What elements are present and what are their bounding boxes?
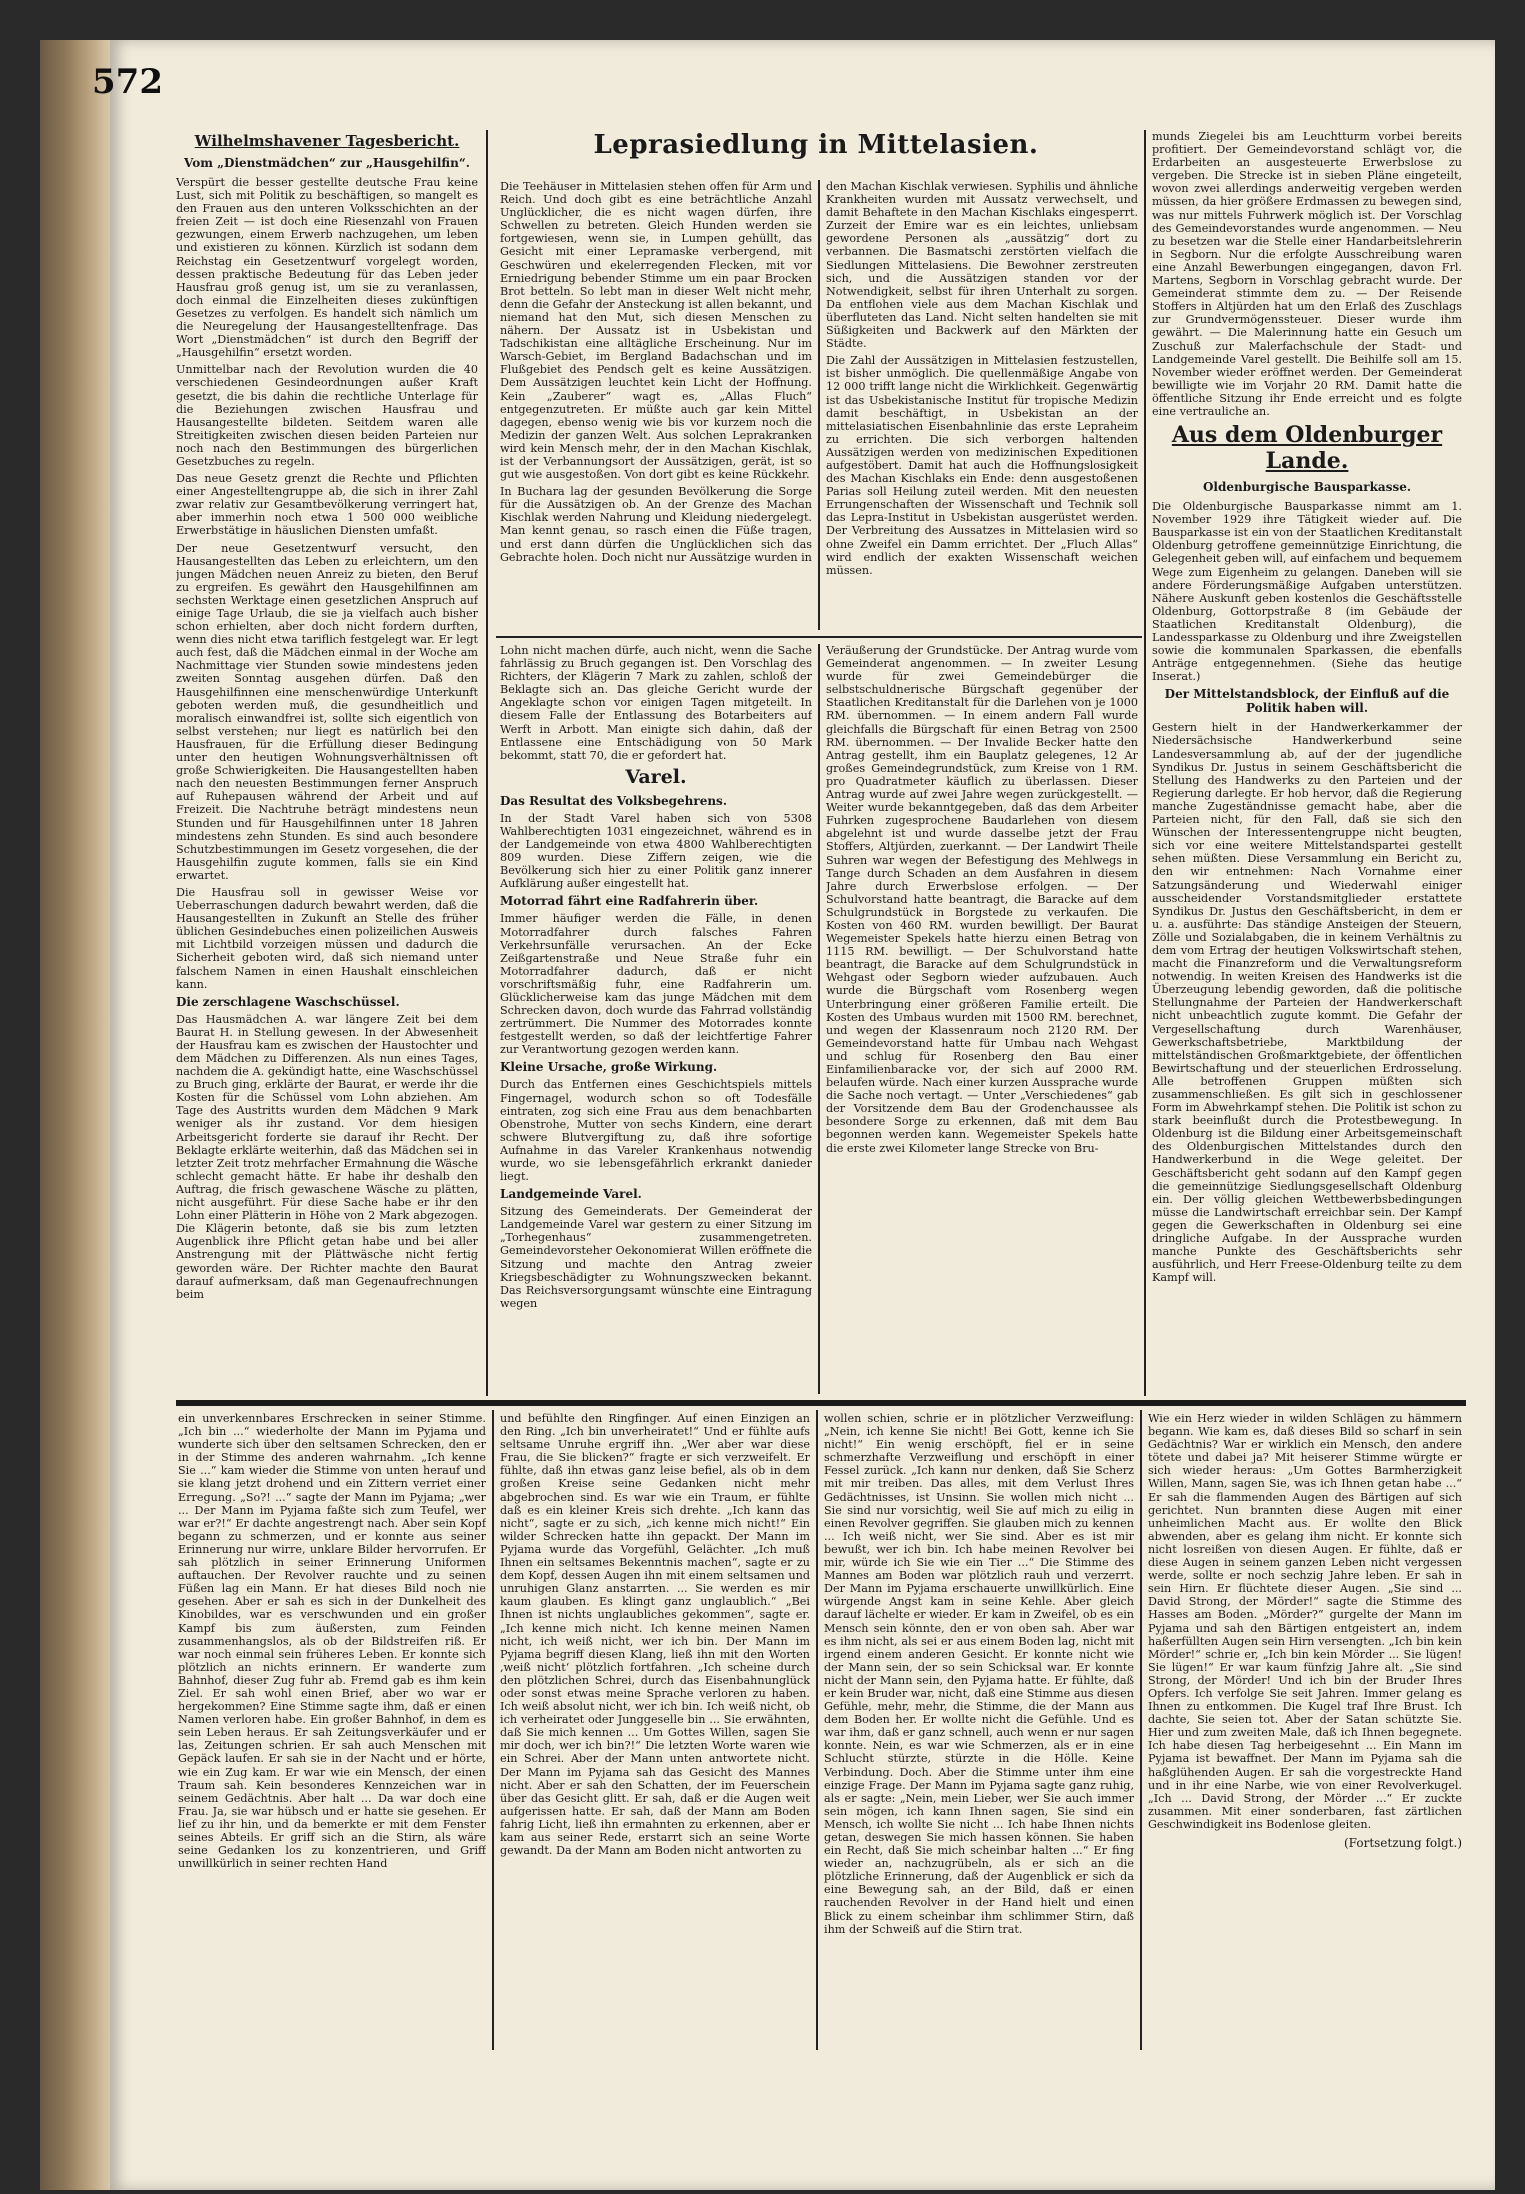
- oldenburg-subtitle: Oldenburgische Bausparkasse.: [1202, 480, 1412, 495]
- oldenburg-title: Aus dem Oldenburger Lande.: [1171, 422, 1443, 475]
- paragraph: Das neue Gesetz grenzt die Rechte und Pflichten einer Angestelltengruppe ab, die sich in ihrer Zahl zwar relativ zur Gesamtbevölkerung verringert hat, aber immerhin noch etwa 1 500 000 weibliche Erwerbstätige in häuslichen Diensten umfaßt.: [176, 472, 478, 538]
- paragraph: Gestern hielt in der Handwerkerkammer der Niedersächsische Handwerkerbund seine Landesversammlung ab, auf der der jugendliche Syndikus Dr. Justus in seinem Geschäftsbericht die Stellung des Handwerks zu den Parteien und der Regierung darlegte. Er hob hervor, daß die Regierung manche Zugeständnisse gemacht habe, aber die Parteien nicht, für den Fall, daß sie sich den Wünschen der Interessentengruppe nicht beugten, sich vor eine weitere Mittelstandspartei gestellt sehen müßten. Diese Versammlung ein Bericht zu, den wir entnehmen: Nach Vornahme einer Satzungsänderung und Wiederwahl einiger ausscheidender Vorstandsmitglieder erstattete Syndikus Dr. Justus den Geschäftsbericht, in dem er u. a. ausführte: Das ständige Ansteigen der Steuern, Zölle und Sozialabgaben, die in keinem Verhältnis zu dem vom Ertrag der heutigen Volkswirtschaft stehen, macht die Finanzreform und die Verwaltungsreform notwendig. In weiten Kreisen des Handwerks ist die Überzeugung lebendig geworden, daß die politische Stellungnahme der Parteien der Handwerkerschaft nicht unbeachtlich zugute kommt. Die Gefahr der Vergesellschaftung durch Warenhäuser, Gewerkschaftsbetriebe, Marktbildung der mittelständischen Großmarktgebiete, der öffentlichen Bewirtschaftung und der steuerlichen Erdrosselung. Alle betroffenen Gruppen müßten sich zusammenschließen. Es gilt sich in geschlossener Form im Abwehrkampf stehen. Die Politik ist schon zu stark beeinflußt durch die Protestbewegung. In Oldenburg ist die Bildung einer Arbeitsgemeinschaft des Oldenburgischen Mittelstandes durch den Handwerkerbund in die Wege geleitet. Der Geschäftsbericht geht sodann auf den Kampf gegen die gemeinnützige Siedlungsgesellschaft Oldenburg ein. Der völlig gleichen Wettbewerbsbedingungen müsse die Landwirtschaft erreichbar sein. Der Kampf gegen die Gewerkschaften in Oldenburg sei eine dringliche Aufgabe. In der Aussprache wurden manche Punkte des Geschäftsberichts sehr ausführlich, und Herr Freese-Oldenburg teilte zu dem Kampf will.: [1152, 721, 1462, 1285]
- paragraph: ein unverkennbares Erschrecken in seiner Stimme. „Ich bin ...“ wiederholte der Mann im Pyjama und wunderte sich über den seltsamen Schrecken, den er in der Stimme des anderen wahrnahm. „Ich kenne Sie ...“ kam wieder die Stimme von unten herauf und sie klang jetzt drohend und ein Zittern verriet einer Erregung. „So?! ...“ sagte der Mann im Pyjama; „wer ... Der Mann im Pyjama faßte sich zum Teufel, wer war er?!“ Er dachte angestrengt nach. Aber sein Kopf begann zu schmerzen, und er konnte aus seiner Erinnerung nur wirre, unklare Bilder hervorrufen. Er sah plötzlich in seiner Erinnerung Uniformen auftauchen. Der Revolver rauchte und zu seinen Füßen lag ein Mann. Er hat dieses Bild noch nie gesehen. Aber er sah es sich in der Dunkelheit des Kinobildes, war es verschwunden und ein großer Kampf bis zum äußersten, zum Feinden zusammenhangslos, als ob der Bildstreifen riß. Er war noch einmal sein früheres Leben. Er konnte sich plötzlich an nichts erinnern. Er wanderte zum Bahnhof, dieser Zug fuhr ab. Fremd gab es ihm kein Ziel. Er sah wohl einen Brief, aber wo war er hergekommen? Eine Stimme sagte ihm, daß er einen Namen verloren habe. Ein großer Bahnhof, in dem es sein Leben heraus. Er sah Zeitungsverkäufer und er las, Zeitungen schrien. Er sah auch Menschen mit Gepäck laufen. Er sah sie in der Nacht und er hörte, wie ein Zug kam. Er war wie ein Mensch, der einen Traum sah. Kein besonderes Kennzeichen war in seinem Gedächtnis. Aber halt ... Da war doch eine Frau. Ja, sie war hübsch und er hatte sie gesehen. Er lief zu ihr hin, und da bemerkte er mit dem Fenster seines Abteils. Er griff sich an die Stirn, als wäre seine Gedanken los zu konzentrieren, und Griff unwillkürlich in seiner rechten Hand: [178, 1412, 486, 1871]
- paragraph: Die Zahl der Aussätzigen in Mittelasien festzustellen, ist bisher unmöglich. Die quellenmäßige Angabe von 12 000 trifft lange nicht die Wirklichkeit. Gegenwärtig ist das Usbekistanische Institut für tropische Medizin damit beschäftigt, in Usbekistan an der mittelasiatischen Eisenbahnlinie das erste Lepraheim zu errichten. Die sich verborgen haltenden Aussätzigen werden von medizinischen Expeditionen aufgestöbert. Damit hat auch die Hoffnungslosigkeit des Machan Kischlaks ein Ende: denn ausgestoßenen Parias soll Heilung zuteil werden. Mit den neuesten Errungenschaften der Wissenschaft und Technik soll das Lepra-Institut in Usbekistan ausgerüstet werden. Der Verbreitung des Aussatzes in Mittelasien wird so ohne Zweifel ein Damm errichtet. Der „Fluch Allas“ wird endlich der exakten Wissenschaft weichen müssen.: [826, 354, 1138, 577]
- column-varel-continued: [826, 644, 1138, 1394]
- varel-item-title: Kleine Ursache, große Wirkung.: [500, 1060, 718, 1075]
- column-rule: [486, 130, 488, 1396]
- section-divider: [176, 1400, 1466, 1406]
- paragraph: Durch das Entfernen eines Geschichtspiels mittels Fingernagel, wodurch schon so oft Todesfälle eintraten, zog sich eine Frau aus dem benachbarten Obenstrohe, Mutter von sechs Kindern, eine derart schwere Blutvergiftung zu, daß ihre sofortige Aufnahme in das Vareler Krankenhaus notwendig wurde, wo sie lebensgefährlich erkrankt danieder liegt.: [500, 1078, 812, 1184]
- paragraph: Wie ein Herz wieder in wilden Schlägen zu hämmern begann. Wie kam es, daß dieses Bild so scharf in sein Gedächtnis? War er wirklich ein Mensch, den andere tötete und dabei ja? Mit heiserer Stimme würgte er sich wieder heraus: „Um Gottes Barmherzigkeit Willen, Mann, sagen Sie, was ich Ihnen getan habe ...“ Er sah die flammenden Augen des Bärtigen auf sich gerichtet. Nun brannten diese Augen mit einer unheimlichen Macht aus. Er wollte den Blick abwenden, aber es gelang ihm nicht. Er konnte sich nicht losreißen von diesen Augen. Er fühlte, daß er diese Augen in seinem ganzen Leben nicht vergessen werde, sollte er noch sechzig Jahre leben. Er sah in sein Hirn. Er flüchtete dieser Augen. „Sie sind ... David Strong, der Mörder!“ sagte die Stimme des Hasses am Boden. „Mörder?“ gurgelte der Mann im Pyjama und sah den Bärtigen entgeistert an, indem haßerfüllten Augen sein Hirn versengten. „Ich bin kein Mörder!“ schrie er, „Ich bin kein Mörder ... Sie lügen! Sie lügen!“ Er war kaum fünfzig Jahre alt. „Sie sind Strong, der Mörder! Und ich bin der Bruder Ihres Opfers. Ich verfolge Sie seit Jahren. Immer gelang es Ihnen zu entkommen. Die Kugel traf Ihre Brust. Ich dachte, Sie seien tot. Aber der Satan schützte Sie. Hier und zum zweiten Male, daß ich Ihnen begegnete. Ich habe diesen Tag herbeigesehnt ... Ein Mann im Pyjama ist bewaffnet. Der Mann im Pyjama sah die haßglühenden Augen. Er sah die vorgestreckte Hand und in ihr eine Narbe, wie von einer Revolverkugel. „Ich ... David Strong, der Mörder ...“ Er zuckte zusammen. Mit einer sonderbaren, fast zärtlichen Geschwindigkeit ins Bodenlose gleiten.: [1148, 1412, 1462, 1831]
- paragraph: Die Hausfrau soll in gewisser Weise vor Ueberraschungen dadurch bewahrt werden, daß die Hausangestellten in Zukunft an Stelle des früher üblichen Gesindebuches einen polizeilichen Ausweis mit Lichtbild vorzeigen müssen und dadurch die Sicherheit geboten wird, daß sich niemand unter falschem Namen in einen Haushalt einschleichen kann.: [176, 885, 478, 991]
- serial-column-2: [500, 1412, 810, 2052]
- column-local-report: [176, 132, 478, 1394]
- varel-item-title: Das Resultat des Volksbegehrens.: [500, 793, 727, 808]
- paragraph: In Buchara lag der gesunden Bevölkerung die Sorge für die Aussätzigen ob. An der Grenze des Machan Kischlak werden Nahrung und Kleidung niedergelegt. Man kennt genau, so rasch einen die Füße tragen, und erst dann dürfen die Unglücklichen sich das Gebrachte holen. Doch nicht nur Aussätzige wurden in: [500, 485, 812, 564]
- paragraph: Der neue Gesetzentwurf versucht, den Hausangestellten das Leben zu erleichtern, um den jungen Mädchen neuen Anreiz zu bieten, den Beruf zu ergreifen. Es gewährt den Hausgehilfinnen am sechsten Werktage einen gesetzlichen Anspruch auf einige Tage Urlaub, die sie ja vielfach auch bisher schon erhielten, aber doch nicht fordern durften, wenn dies nicht etwa tariflich festgelegt war. Er legt auch fest, daß die Mädchen einmal in der Woche am Nachmittage vier Stunden sowie mindestens jeden zweiten Sonntag ausgehen dürfen. Daß den Hausgehilfinnen eine menschenwürdige Unterkunft geboten werden muß, die gesundheitlich und moralisch einwandfrei ist, sollte sich eigentlich von selbst verstehen; nur liegt es natürlich bei den Hausfrauen, für die Erfüllung dieser Bedingung unter den heutigen Wohnungsverhältnissen oft große Schwierigkeiten. Die Hausangestellten haben nach den neuesten Bestimmungen ferner Anspruch auf Ruhepausen während der Arbeit und auf Freizeit. Die Nachtruhe beträgt mindestens neun Stunden und für Hausgehilfinnen unter 18 Jahren mindestens zehn Stunden. Es sind auch besondere Schutzbestimmungen im Gesetz vorgesehen, die der Hausgehilfin zugute kommen, falls sie ein Kind erwartet.: [176, 541, 478, 882]
- paragraph: und befühlte den Ringfinger. Auf einen Einzigen an den Ring. „Ich bin unverheiratet!“ Und er fühlte aufs seltsame Unruhe ergriff ihn. „Wer aber war diese Frau, die Sie blicken?“ fragte er sich verzweifelt. Er fühlte, daß ihn etwas ganz leise befiel, als ob in dem großen Kreise seine Gedanken nicht mehr abgebrochen sind. Es war wie ein Traum, er fühlte daß es ein kleiner Kreis sich drehte. „Ich kann das nicht“, sagte er zu sich, „ich kenne mich nicht!“ Ein wilder Schrecken hatte ihn gepackt. Der Mann im Pyjama wurde das Vorgefühl, Gelächter. „Ich muß Ihnen ein seltsames Bekenntnis machen“, sagte er zu dem Kopf, dessen Augen ihn mit einem seltsamen und unruhigen Glanz anstarrten. ... Sie werden es mir kaum glauben. Es klingt ganz unglaublich.“ „Bei Ihnen ist nichts unglaubliches gekommen“, sagte er. „Ich kenne mich nicht. Ich kenne meinen Namen nicht, ich weiß nicht, wer ich bin. Der Mann im Pyjama begriff diesen Klang, ließ ihn mit den Worten ‚weiß nicht‘ plötzlich fortfahren. „Ich scheine durch den plötzlichen Schrei, durch das Eisenbahnunglück oder sonst etwas meine Sprache verloren zu haben. Ich weiß absolut nicht, wer ich bin. Ich weiß nicht, ob ich verheiratet oder Junggeselle bin ... Sie erwähnten, daß Sie mich kennen ... Um Gottes Willen, sagen Sie mir doch, wer ich bin?!“ Die letzten Worte waren wie ein Schrei. Aber der Mann unten antwortete nicht. Der Mann im Pyjama sah das Gesicht des Mannes nicht. Aber er sah den Schatten, der im Feuerschein über das Gesicht glitt. Er sah, daß er die Augen weit aufgerissen hatte. Er sah, daß der Mann am Boden fahrig Licht, ließ ihn ermahnten zu erkennen, aber er kam aus seiner Rede, erstarrt sich an seine Worte gewandt. Da der Mann am Boden nicht antworten zu: [500, 1412, 810, 1858]
- column-oldenburg: [1152, 130, 1462, 1394]
- book-binding: [40, 40, 110, 2190]
- column-rule: [816, 1410, 818, 2050]
- main-article-col-a: [500, 180, 812, 630]
- paragraph: Das Hausmädchen A. war längere Zeit bei dem Baurat H. in Stellung gewesen. In der Abwesenheit der Hausfrau kam es zwischen der Haustochter und dem Mädchen zu Differenzen. Als nun eines Tages, nachdem die A. gekündigt hatte, eine Waschschüssel zu Bruch ging, erklärte der Baurat, er werde ihr die Kosten für die Schüssel vom Lohn abziehen. Am Tage des Austritts wurden dem Mädchen 9 Mark weniger als ihr zustand. Vor dem hiesigen Arbeitsgericht forderte sie darauf ihr Recht. Der Beklagte erklärte weiterhin, daß das Mädchen sei in letzter Zeit trotz mehrfacher Ermahnung die Wäsche schlecht gemacht hätte. Er habe ihr deshalb den Auftrag, die frisch gewaschene Wäsche zu plätten, nicht ausgeführt. Für diese Sache habe er ihr den Lohn einer Plätterin in Höhe von 2 Mark abgezogen. Die Klägerin betonte, daß sie bis zum letzten Augenblick ihre Pflicht getan habe und bei aller Anstrengung mit der Plättwäsche nicht fertig geworden wäre. Der Richter machte den Baurat darauf aufmerksam, daß man Gegenaufrechnungen beim: [176, 1012, 478, 1301]
- article-title: Vom „Dienstmädchen“ zur „Hausgehilfin“.: [184, 156, 470, 170]
- column-rule: [492, 1410, 494, 2050]
- mittelstand-title: Der Mittelstandsblock, der Einfluß auf die Politik haben will.: [1164, 687, 1450, 716]
- serial-column-4: [1148, 1412, 1462, 2052]
- main-article-col-b: [826, 180, 1138, 630]
- serial-column-1: [178, 1412, 486, 2052]
- continuation-note: (Fortsetzung folgt.): [1344, 1836, 1462, 1850]
- varel-item-title: Motorrad fährt eine Radfahrerin über.: [500, 894, 759, 909]
- main-article-title: Leprasiedlung in Mittelasien.: [593, 130, 1039, 160]
- page-number: 572: [92, 62, 163, 102]
- varel-item-title: Landgemeinde Varel.: [500, 1187, 642, 1202]
- paragraph: Die Teehäuser in Mittelasien stehen offen für Arm und Reich. Und doch gibt es eine beträchtliche Anzahl Unglücklicher, die es nicht wagen dürfen, ihre Schwellen zu betreten. Gleich Hunden werden sie fortgewiesen, wenn sie, in Lumpen gehüllt, das Gesicht mit einer Lepramaske verbergend, mit Geschwüren und ekelerregenden Flecken, mit vor Erniedrigung bebender Stimme um ein paar Brocken Brot betteln. So lebt man in dieser Welt nicht mehr, denn die Gefahr der Ansteckung ist allen bekannt, und niemand hat den Mut, sich diesen Menschen zu nähern. Der Aussatz ist in Usbekistan und Tadschikistan eine alltägliche Erscheinung. Nur im Warsch-Gebiet, im Bergland Badachschan und im Flußgebiet des Pendsch gelt es keine Aussätzigen. Dem Aussätzigen leuchtet kein Licht der Hoffnung. Kein „Zauberer“ wagt es, „Allas Fluch“ entgegenzutreten. Er müßte auch gar kein Mittel dagegen, ebenso wenig wie bis vor kurzem noch die Medizin der ganzen Welt. Aus solchen Leprakranken wird kein Mensch mehr, der in den Machan Kischlak, ist der Verbannungsort der Aussätzigen, gerät, ist so gut wie ausgestoßen. Von dort gibt es keine Rückkehr.: [500, 180, 812, 482]
- column-varel: [500, 644, 812, 1394]
- column-rule: [1140, 1410, 1142, 2050]
- paragraph: wollen schien, schrie er in plötzlicher Verzweiflung: „Nein, ich kenne Sie nicht! Bei Gott, kenne ich Sie nicht!“ Ein wenig erschöpft, fiel er in seine schmerzhafte Verzweiflung und erschöpft in einer Fessel zurück. „Ich kann nur denken, daß Sie Scherz mit mir treiben. Das alles, mit dem Verlust Ihres Gedächtnisses, ist Unsinn. Sie wollen mich nicht ... Sie sind nur vorsichtig, weil Sie auf mich zu eilig in einen Revolver gegriffen. Sie glauben mich zu kennen ... Ich weiß nicht, wer Sie sind. Aber es ist mir bewußt, wer ich bin. Ich habe meinen Revolver bei mir, würde ich Sie wie ein Tier ...“ Die Stimme des Mannes am Boden war plötzlich rauh und verzerrt. Der Mann im Pyjama erschauerte unwillkürlich. Eine würgende Angst kam in seine Kehle. Aber gleich darauf lächelte er wieder. Er kam in Zweifel, ob es ein Mensch sein könnte, den er von oben sah. Aber war es ihm nicht, als sei er aus einem Boden lag, nicht mit irgend einem anderen Gesicht. Er konnte nicht wie der Mann sein, der so sein Schicksal war. Er konnte nicht der Mann sein, den Pyjama hatte. Er fühlte, daß er kein Bruder war, nicht, daß eine Stimme aus diesen Gefühle, mehr, mehr, die Stimme, die der Mann aus dem Boden her. Er wollte nicht die Gefühle. Und es war ihm, daß er ganz schnell, auch wenn er nur sagen konnte. Nein, es war wie Schmerzen, als er in eine Schlucht stürzte, stürzte in die Hölle. Keine Verbindung. Doch. Aber die Stimme unter ihm eine einzige Frage. Der Mann im Pyjama sagte ganz ruhig, als er sagte: „Nein, mein Lieber, wer Sie auch immer sein mögen, ich kann Ihnen sagen, Sie sind ein Mensch, ich wollte Sie nicht ... Ich habe Ihnen nichts getan, deswegen Sie mich hassen können. Sie haben ein Recht, daß Sie mich scheinbar halten ...“ Er fing wieder an, nachzugrübeln, als er sich an die plötzliche Erinnerung, daß der Augenblick er sich da eine Bewegung sah, an der Bild, daß er einen rauchenden Revolver in der Hand hielt und einen Blick zu einem scheinbar ihm schlimmer Stirn, daß ihm der Schweiß auf die Stirn trat.: [824, 1412, 1134, 1936]
- paragraph: Die Oldenburgische Bausparkasse nimmt am 1. November 1929 ihre Tätigkeit wieder auf. Die Bausparkasse ist ein von der Staatlichen Kreditanstalt Oldenburg getroffene gemeinnützige Einrichtung, die Gelegenheit geben will, auf einfachem und bequemem Wege zum Eigenheim zu gelangen. Daneben will sie andere Förderungsmäßige Aufgaben unterstützen. Nähere Auskunft geben kostenlos die Geschäftsstelle Oldenburg, Gottorpstraße 8 (im Gebäude der Staatlichen Kreditanstalt Oldenburg), die Landessparkasse zu Oldenburg und ihre Zweigstellen sowie die kommunalen Sparkassen, die ebenfalls Anträge entgegennehmen. (Siehe das heutige Inserat.): [1152, 500, 1462, 684]
- paragraph: Sitzung des Gemeinderats. Der Gemeinderat der Landgemeinde Varel war gestern zu einer Sitzung im „Torhegenhaus“ zusammengetreten. Gemeindevorsteher Oekonomierat Willen eröffnete die Sitzung und machte den Antrag zweier Kriegsbeschädigter zu Wohnungszwecken bekannt. Das Reichsversorgungsamt wünschte eine Eintragung wegen: [500, 1205, 812, 1310]
- article-rule: [496, 636, 1142, 638]
- column-rule: [818, 644, 820, 1394]
- column-rule: [1144, 130, 1146, 1396]
- paragraph: den Machan Kischlak verwiesen. Syphilis und ähnliche Krankheiten wurden mit Aussatz verwechselt, und damit Behaftete in den Machan Kischlaks eingesperrt. Zurzeit der Emire war es ein leichtes, unliebsam gewordene Personen als „aussätzig“ dort zu verbannen. Die Basmatschi zerstörten vielfach die Siedlungen Mittelasiens. Die Bewohner zerstreuten sich, und die Aussätzigen standen vor der Notwendigkeit, selbst für ihren Unterhalt zu sorgen. Da entflohen viele aus dem Machan Kischlak und überfluteten das Land. Nicht selten handelten sie mit Süßigkeiten und Backwerk auf den Märkten der Städte.: [826, 180, 1138, 351]
- main-article-heading: [496, 130, 1136, 178]
- paragraph: In der Stadt Varel haben sich von 5308 Wahlberechtigten 1031 eingezeichnet, während es in der Landgemeinde von etwa 4800 Wahlberechtigten 809 wurden. Diese Ziffern zeigen, wie die Bevölkerung sich hier zu einer Politik ganz innerer Aufklärung außer eingestellt hat.: [500, 811, 812, 891]
- paragraph: Lohn nicht machen dürfe, auch nicht, wenn die Sache fahrlässig zu Bruch gegangen ist. Den Vorschlag des Richters, der Klägerin 7 Mark zu zahlen, schloß der Beklagte sich an. Das gleiche Gericht wurde der Angeklagte schon vor einigen Tagen mitgeteilt. In diesem Falle der Entlassung des Botarbeiters auf Werft in Arbott. Man einigte sich dahin, daß der Entlassene eine Entschädigung von 50 Mark bekommt, statt 70, die er gefordert hat.: [500, 644, 812, 762]
- paragraph: Verspürt die besser gestellte deutsche Frau keine Lust, sich mit Politik zu beschäftigen, so mangelt es den Frauen aus den unteren Volksschichten an der freien Zeit — ist doch eine Riesenzahl von Frauen gezwungen, einem Erwerb nachzugehen, um leben und existieren zu können. Kürzlich ist sodann dem Reichstag ein Gesetzentwurf vorgelegt worden, dessen praktische Bedeutung für das Leben jeder Hausfrau groß genug ist, um sie zu veranlassen, doch einmal die Einzelheiten dieses zukünftigen Gesetzes zu verfolgen. Es handelt sich nämlich um die Neuregelung der Hausangestelltenfrage. Das Wort „Dienstmädchen“ ist durch den Begriff der „Hausgehilfin“ ersetzt worden.: [176, 176, 478, 360]
- paragraph: Unmittelbar nach der Revolution wurden die 40 verschiedenen Gesindeordnungen außer Kraft gesetzt, die bis dahin die rechtliche Unterlage für die Beziehungen zwischen Hausfrau und Hausangestellte bildeten. Seitdem waren alle Streitigkeiten zwischen diesen beiden Parteien nur noch nach den Bestimmungen des bürgerlichen Gesetzbuches zu regeln.: [176, 363, 478, 468]
- column-rule: [818, 180, 820, 630]
- serial-column-3: [824, 1412, 1134, 2052]
- paragraph: Immer häufiger werden die Fälle, in denen Motorradfahrer durch falsches Fahren Verkehrsunfälle verursachen. An der Ecke Zeißgartenstraße und Neue Straße fuhr ein Motorradfahrer dadurch, daß er nicht vorschriftsmäßig fuhr, eine Radfahrerin um. Glücklicherweise kam das junge Mädchen mit dem Schrecken davon, doch wurde das Fahrrad vollständig zertrümmert. Die Nummer des Motorrades konnte festgestellt werden, so daß der leichtfertige Fahrer zur Verantwortung gezogen werden kann.: [500, 912, 812, 1057]
- paragraph: munds Ziegelei bis am Leuchtturm vorbei bereits profitiert. Der Gemeindevorstand schlägt vor, die Erdarbeiten an ausgesteuerte Erwerbslose zu vergeben. Die Strecke ist in sieben Pläne eingeteilt, wovon zwei allerdings anderweitig vergeben werden müssen, da hier größere Erdmassen zu bewegen sind, was nur mittels Fuhrwerk möglich ist. Der Vorschlag des Gemeindevorstandes wurde angenommen. — Neu zu besetzen war die Stelle einer Handarbeitslehrerin in Segborn. Nur die erfolgte Ausschreibung waren eine Anzahl Bewerbungen eingegangen, davon Frl. Martens, Segborn in Vorschlag gebracht wurde. Der Gemeinderat stimmte dem zu. — Der Reisende Stoffers in Altjürden hat um den Erlaß des Zuschlags zur Grundvermögenssteuer. Dieser wurde ihm gewährt. — Die Malerinnung hatte ein Gesuch um Zuschuß zur Malerfachschule der Stadt- und Landgemeinde Varel gestellt. Die Beihilfe soll am 15. November wieder eröffnet werden. Der Gemeinderat bewilligte wie im Vorjahr 20 RM. Damit hatte die öffentliche Sitzung ihr Ende erreicht und es folgte eine vertrauliche an.: [1152, 130, 1462, 418]
- section-title: Wilhelmshavener Tagesbericht.: [194, 132, 460, 150]
- article-title: Die zerschlagene Waschschüssel.: [176, 994, 400, 1009]
- paragraph: Veräußerung der Grundstücke. Der Antrag wurde vom Gemeinderat angenommen. — In zweiter Lesung wurde für zwei Gemeindebürger die selbstschuldnerische Bürgschaft gegenüber der Staatlichen Kreditanstalt für die Darlehen von je 1000 RM. übernommen. — In einem andern Fall wurde gleichfalls die Bürgschaft für einen Betrag von 2500 RM. übernommen. — Der Invalide Becker hatte den Antrag gestellt, ihm ein Bauplatz gelegenes, 12 Ar großes Gemeindegrundstück, zum Kreise von 1 RM. pro Quadratmeter käuflich zu überlassen. Dieser Antrag wurde auf zwei Jahre wegen zurückgestellt. — Weiter wurde bekanntgegeben, daß das dem Arbeiter Fuhrken zugesprochene Baudarlehen von diesem abgelehnt ist und wurde dasselbe jetzt der Frau Stoffers, Altjürden, zuerkannt. — Der Landwirt Theile Suhren war wegen der Befestigung des Mehlwegs in Tange durch Schaden an dem Ausfahren in diesem Jahre durch Erwerbslose erfolgen. — Der Schulvorstand hatte beantragt, die Baracke auf dem Schulgrundstück in Borgstede zu verkaufen. Die Kosten von 460 RM. wurden bewilligt. Der Baurat Wegemeister Spekels hatte hierzu einen Betrag von 1115 RM. bewilligt. — Der Schulvorstand hatte beantragt, die Baracke auf dem Schulgrundstück in Wehgast oder Segborn wieder aufzubauen. Auch wurde die Bürgschaft vom Rosenberg wegen Unterbringung einer größeren Familie erteilt. Die Kosten des Umbaus wurden mit 1500 RM. berechnet, und wegen der Klassenraum noch 2120 RM. Der Gemeindevorstand hatte für Umbau nach Wehgast und schlug für Rosenberg den Bau einer Einfamilienbaracke vor, der sich auf 2000 RM. belaufen würde. Nach einer kurzen Aussprache wurde die Sache noch vertagt. — Unter „Verschiedenes“ gab der Vorsitzende dem Bau der Grodenchaussee als besondere Sorge zu erkennen, daß mit dem Bau begonnen werden kann. Wegemeister Spekels hatte die erste zwei Kilometer lange Strecke von Bru-: [826, 644, 1138, 1155]
- varel-title: Varel.: [625, 765, 687, 788]
